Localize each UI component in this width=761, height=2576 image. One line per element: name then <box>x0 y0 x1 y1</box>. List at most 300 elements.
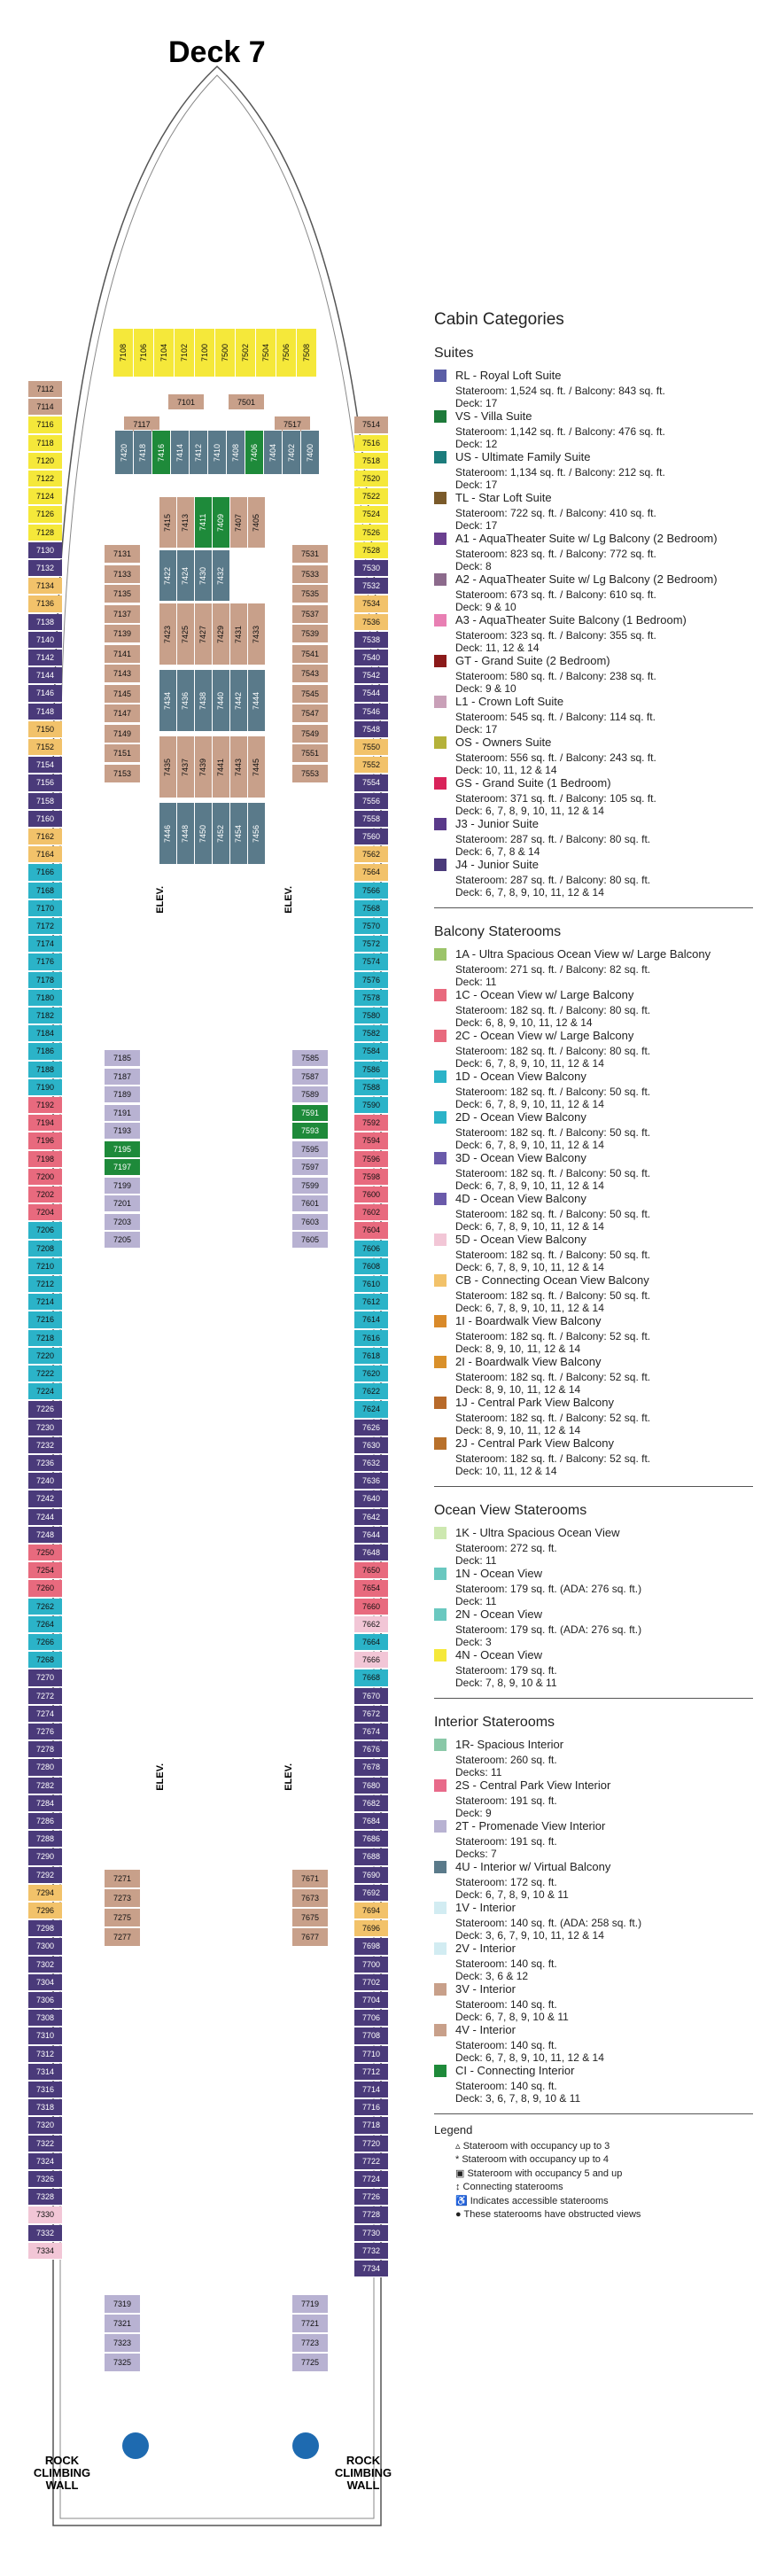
stateroom[interactable]: 7522 <box>354 488 388 505</box>
stateroom[interactable]: 7321 <box>105 2315 140 2333</box>
stateroom[interactable]: 7672 <box>354 1706 388 1723</box>
stateroom[interactable]: 7500 <box>215 328 235 377</box>
stateroom[interactable]: 7516 <box>354 435 388 452</box>
stateroom[interactable]: 7543 <box>292 665 328 683</box>
stateroom[interactable]: 7440 <box>213 669 229 731</box>
stateroom[interactable]: 7208 <box>28 1241 62 1257</box>
stateroom[interactable]: 7536 <box>354 614 388 631</box>
stateroom[interactable]: 7684 <box>354 1813 388 1830</box>
stateroom[interactable]: 7102 <box>175 328 194 377</box>
stateroom[interactable]: 7682 <box>354 1795 388 1812</box>
stateroom[interactable]: 7606 <box>354 1241 388 1257</box>
stateroom[interactable]: 7706 <box>354 2010 388 2027</box>
stateroom[interactable]: 7517 <box>275 416 310 432</box>
stateroom[interactable]: 7721 <box>292 2315 328 2333</box>
stateroom[interactable]: 7728 <box>354 2206 388 2223</box>
stateroom[interactable]: 7602 <box>354 1204 388 1221</box>
stateroom[interactable]: 7176 <box>28 953 62 970</box>
stateroom[interactable]: 7719 <box>292 2295 328 2314</box>
stateroom[interactable]: 7591 <box>292 1105 328 1122</box>
stateroom[interactable]: 7678 <box>354 1759 388 1776</box>
stateroom[interactable]: 7508 <box>297 328 316 377</box>
stateroom[interactable]: 7197 <box>105 1159 140 1176</box>
stateroom[interactable]: 7244 <box>28 1509 62 1526</box>
stateroom[interactable]: 7712 <box>354 2064 388 2081</box>
stateroom[interactable]: 7537 <box>292 605 328 624</box>
stateroom[interactable]: 7724 <box>354 2171 388 2188</box>
stateroom[interactable]: 7716 <box>354 2099 388 2116</box>
stateroom[interactable]: 7415 <box>159 496 176 548</box>
stateroom[interactable]: 7404 <box>264 430 282 474</box>
stateroom[interactable]: 7230 <box>28 1420 62 1436</box>
stateroom[interactable]: 7614 <box>354 1311 388 1328</box>
stateroom[interactable]: 7204 <box>28 1204 62 1221</box>
stateroom[interactable]: 7688 <box>354 1848 388 1865</box>
stateroom[interactable]: 7408 <box>227 430 245 474</box>
stateroom[interactable]: 7302 <box>28 1957 62 1973</box>
stateroom[interactable]: 7160 <box>28 811 62 828</box>
stateroom[interactable]: 7538 <box>354 632 388 649</box>
stateroom[interactable]: 7585 <box>292 1050 328 1067</box>
stateroom[interactable]: 7212 <box>28 1276 62 1293</box>
stateroom[interactable]: 7330 <box>28 2206 62 2223</box>
stateroom[interactable]: 7284 <box>28 1795 62 1812</box>
stateroom[interactable]: 7560 <box>354 829 388 845</box>
stateroom[interactable]: 7587 <box>292 1069 328 1086</box>
stateroom[interactable]: 7334 <box>28 2243 62 2260</box>
stateroom[interactable]: 7137 <box>105 605 140 624</box>
stateroom[interactable]: 7568 <box>354 900 388 917</box>
stateroom[interactable]: 7592 <box>354 1115 388 1132</box>
stateroom[interactable]: 7200 <box>28 1169 62 1186</box>
stateroom[interactable]: 7662 <box>354 1616 388 1633</box>
stateroom[interactable]: 7725 <box>292 2354 328 2372</box>
stateroom[interactable]: 7210 <box>28 1258 62 1275</box>
stateroom[interactable]: 7275 <box>105 1909 140 1927</box>
stateroom[interactable]: 7170 <box>28 900 62 917</box>
stateroom[interactable]: 7616 <box>354 1330 388 1347</box>
stateroom[interactable]: 7432 <box>213 549 229 601</box>
stateroom[interactable]: 7545 <box>292 685 328 704</box>
stateroom[interactable]: 7666 <box>354 1652 388 1669</box>
stateroom[interactable]: 7588 <box>354 1079 388 1096</box>
stateroom[interactable]: 7574 <box>354 953 388 970</box>
stateroom[interactable]: 7101 <box>168 394 204 410</box>
stateroom[interactable]: 7195 <box>105 1141 140 1158</box>
stateroom[interactable]: 7532 <box>354 578 388 595</box>
stateroom[interactable]: 7504 <box>256 328 276 377</box>
stateroom[interactable]: 7166 <box>28 864 62 881</box>
stateroom[interactable]: 7434 <box>159 669 176 731</box>
stateroom[interactable]: 7120 <box>28 453 62 470</box>
stateroom[interactable]: 7535 <box>292 585 328 603</box>
stateroom[interactable]: 7531 <box>292 545 328 564</box>
stateroom[interactable]: 7205 <box>105 1232 140 1249</box>
stateroom[interactable]: 7199 <box>105 1178 140 1195</box>
stateroom[interactable]: 7552 <box>354 757 388 774</box>
stateroom[interactable]: 7572 <box>354 936 388 953</box>
stateroom[interactable]: 7686 <box>354 1831 388 1848</box>
stateroom[interactable]: 7541 <box>292 645 328 664</box>
stateroom[interactable]: 7410 <box>208 430 226 474</box>
stateroom[interactable]: 7322 <box>28 2136 62 2152</box>
stateroom[interactable]: 7550 <box>354 739 388 756</box>
stateroom[interactable]: 7556 <box>354 793 388 810</box>
stateroom[interactable]: 7300 <box>28 1938 62 1955</box>
stateroom[interactable]: 7732 <box>354 2243 388 2260</box>
stateroom[interactable]: 7226 <box>28 1401 62 1418</box>
stateroom[interactable]: 7427 <box>195 603 212 665</box>
stateroom[interactable]: 7435 <box>159 735 176 798</box>
stateroom[interactable]: 7141 <box>105 645 140 664</box>
stateroom[interactable]: 7710 <box>354 2046 388 2063</box>
stateroom[interactable]: 7654 <box>354 1580 388 1597</box>
stateroom[interactable]: 7413 <box>177 496 194 548</box>
stateroom[interactable]: 7144 <box>28 667 62 684</box>
stateroom[interactable]: 7323 <box>105 2334 140 2353</box>
stateroom[interactable]: 7650 <box>354 1562 388 1579</box>
stateroom[interactable]: 7429 <box>213 603 229 665</box>
stateroom[interactable]: 7696 <box>354 1920 388 1937</box>
stateroom[interactable]: 7411 <box>195 496 212 548</box>
stateroom[interactable]: 7193 <box>105 1123 140 1140</box>
stateroom[interactable]: 7694 <box>354 1903 388 1919</box>
stateroom[interactable]: 7456 <box>248 802 265 864</box>
stateroom[interactable]: 7236 <box>28 1455 62 1472</box>
stateroom[interactable]: 7597 <box>292 1159 328 1176</box>
stateroom[interactable]: 7430 <box>195 549 212 601</box>
stateroom[interactable]: 7612 <box>354 1294 388 1311</box>
stateroom[interactable]: 7723 <box>292 2334 328 2353</box>
stateroom[interactable]: 7290 <box>28 1848 62 1865</box>
stateroom[interactable]: 7622 <box>354 1383 388 1400</box>
stateroom[interactable]: 7260 <box>28 1580 62 1597</box>
stateroom[interactable]: 7282 <box>28 1778 62 1794</box>
stateroom[interactable]: 7578 <box>354 990 388 1007</box>
stateroom[interactable]: 7151 <box>105 744 140 763</box>
stateroom[interactable]: 7153 <box>105 765 140 783</box>
stateroom[interactable]: 7116 <box>28 416 62 433</box>
stateroom[interactable]: 7442 <box>230 669 247 731</box>
stateroom[interactable]: 7599 <box>292 1178 328 1195</box>
stateroom[interactable]: 7332 <box>28 2225 62 2242</box>
stateroom[interactable]: 7184 <box>28 1025 62 1042</box>
stateroom[interactable]: 7570 <box>354 918 388 935</box>
stateroom[interactable]: 7406 <box>245 430 263 474</box>
stateroom[interactable]: 7416 <box>152 430 170 474</box>
stateroom[interactable]: 7271 <box>105 1870 140 1888</box>
stateroom[interactable]: 7526 <box>354 525 388 541</box>
stateroom[interactable]: 7188 <box>28 1062 62 1078</box>
stateroom[interactable]: 7407 <box>230 496 247 548</box>
stateroom[interactable]: 7502 <box>236 328 255 377</box>
stateroom[interactable]: 7660 <box>354 1599 388 1615</box>
stateroom[interactable]: 7714 <box>354 2082 388 2098</box>
stateroom[interactable]: 7603 <box>292 1214 328 1231</box>
stateroom[interactable]: 7438 <box>195 669 212 731</box>
stateroom[interactable]: 7576 <box>354 972 388 989</box>
stateroom[interactable]: 7118 <box>28 435 62 452</box>
stateroom[interactable]: 7112 <box>28 381 62 398</box>
stateroom[interactable]: 7690 <box>354 1867 388 1884</box>
stateroom[interactable]: 7418 <box>134 430 151 474</box>
stateroom[interactable]: 7605 <box>292 1232 328 1249</box>
stateroom[interactable]: 7700 <box>354 1957 388 1973</box>
stateroom[interactable]: 7220 <box>28 1348 62 1365</box>
stateroom[interactable]: 7734 <box>354 2261 388 2277</box>
stateroom[interactable]: 7168 <box>28 883 62 899</box>
stateroom[interactable]: 7553 <box>292 765 328 783</box>
stateroom[interactable]: 7149 <box>105 725 140 743</box>
stateroom[interactable]: 7580 <box>354 1008 388 1024</box>
stateroom[interactable]: 7134 <box>28 578 62 595</box>
stateroom[interactable]: 7189 <box>105 1086 140 1103</box>
stateroom[interactable]: 7158 <box>28 793 62 810</box>
stateroom[interactable]: 7518 <box>354 453 388 470</box>
stateroom[interactable]: 7294 <box>28 1885 62 1902</box>
stateroom[interactable]: 7530 <box>354 560 388 577</box>
stateroom[interactable]: 7145 <box>105 685 140 704</box>
stateroom[interactable]: 7248 <box>28 1527 62 1544</box>
stateroom[interactable]: 7722 <box>354 2153 388 2170</box>
stateroom[interactable]: 7520 <box>354 471 388 487</box>
stateroom[interactable]: 7436 <box>177 669 194 731</box>
stateroom[interactable]: 7437 <box>177 735 194 798</box>
stateroom[interactable]: 7318 <box>28 2099 62 2116</box>
stateroom[interactable]: 7608 <box>354 1258 388 1275</box>
stateroom[interactable]: 7443 <box>230 735 247 798</box>
stateroom[interactable]: 7266 <box>28 1634 62 1651</box>
stateroom[interactable]: 7642 <box>354 1509 388 1526</box>
stateroom[interactable]: 7548 <box>354 721 388 738</box>
stateroom[interactable]: 7135 <box>105 585 140 603</box>
stateroom[interactable]: 7242 <box>28 1490 62 1507</box>
stateroom[interactable]: 7298 <box>28 1920 62 1937</box>
stateroom[interactable]: 7319 <box>105 2295 140 2314</box>
stateroom[interactable]: 7136 <box>28 595 62 612</box>
stateroom[interactable]: 7674 <box>354 1724 388 1740</box>
stateroom[interactable]: 7191 <box>105 1105 140 1122</box>
stateroom[interactable]: 7154 <box>28 757 62 774</box>
stateroom[interactable]: 7644 <box>354 1527 388 1544</box>
stateroom[interactable]: 7314 <box>28 2064 62 2081</box>
stateroom[interactable]: 7586 <box>354 1062 388 1078</box>
stateroom[interactable]: 7286 <box>28 1813 62 1830</box>
stateroom[interactable]: 7412 <box>190 430 207 474</box>
stateroom[interactable]: 7601 <box>292 1195 328 1212</box>
stateroom[interactable]: 7152 <box>28 739 62 756</box>
stateroom[interactable]: 7594 <box>354 1132 388 1149</box>
stateroom[interactable]: 7624 <box>354 1401 388 1418</box>
stateroom[interactable]: 7272 <box>28 1688 62 1705</box>
stateroom[interactable]: 7454 <box>230 802 247 864</box>
stateroom[interactable]: 7441 <box>213 735 229 798</box>
stateroom[interactable]: 7677 <box>292 1928 328 1947</box>
stateroom[interactable]: 7268 <box>28 1652 62 1669</box>
stateroom[interactable]: 7273 <box>105 1889 140 1908</box>
stateroom[interactable]: 7626 <box>354 1420 388 1436</box>
stateroom[interactable]: 7122 <box>28 471 62 487</box>
stateroom[interactable]: 7648 <box>354 1545 388 1561</box>
stateroom[interactable]: 7328 <box>28 2189 62 2206</box>
stateroom[interactable]: 7140 <box>28 632 62 649</box>
stateroom[interactable]: 7636 <box>354 1473 388 1490</box>
stateroom[interactable]: 7206 <box>28 1222 62 1239</box>
stateroom[interactable]: 7218 <box>28 1330 62 1347</box>
stateroom[interactable]: 7117 <box>124 416 159 432</box>
stateroom[interactable]: 7216 <box>28 1311 62 1328</box>
stateroom[interactable]: 7558 <box>354 811 388 828</box>
stateroom[interactable]: 7514 <box>354 416 388 433</box>
stateroom[interactable]: 7130 <box>28 542 62 559</box>
stateroom[interactable]: 7702 <box>354 1974 388 1991</box>
stateroom[interactable]: 7422 <box>159 549 176 601</box>
stateroom[interactable]: 7600 <box>354 1187 388 1203</box>
stateroom[interactable]: 7326 <box>28 2171 62 2188</box>
stateroom[interactable]: 7262 <box>28 1599 62 1615</box>
stateroom[interactable]: 7539 <box>292 625 328 643</box>
stateroom[interactable]: 7704 <box>354 1992 388 2009</box>
stateroom[interactable]: 7185 <box>105 1050 140 1067</box>
stateroom[interactable]: 7214 <box>28 1294 62 1311</box>
stateroom[interactable]: 7562 <box>354 846 388 863</box>
stateroom[interactable]: 7146 <box>28 685 62 702</box>
stateroom[interactable]: 7304 <box>28 1974 62 1991</box>
stateroom[interactable]: 7431 <box>230 603 247 665</box>
stateroom[interactable]: 7320 <box>28 2117 62 2134</box>
stateroom[interactable]: 7546 <box>354 704 388 720</box>
stateroom[interactable]: 7222 <box>28 1366 62 1382</box>
stateroom[interactable]: 7584 <box>354 1043 388 1060</box>
stateroom[interactable]: 7264 <box>28 1616 62 1633</box>
stateroom[interactable]: 7187 <box>105 1069 140 1086</box>
stateroom[interactable]: 7668 <box>354 1669 388 1686</box>
stateroom[interactable]: 7180 <box>28 990 62 1007</box>
stateroom[interactable]: 7446 <box>159 802 176 864</box>
stateroom[interactable]: 7150 <box>28 721 62 738</box>
stateroom[interactable]: 7278 <box>28 1741 62 1758</box>
stateroom[interactable]: 7506 <box>276 328 296 377</box>
stateroom[interactable]: 7143 <box>105 665 140 683</box>
stateroom[interactable]: 7203 <box>105 1214 140 1231</box>
stateroom[interactable]: 7133 <box>105 565 140 584</box>
stateroom[interactable]: 7620 <box>354 1366 388 1382</box>
stateroom[interactable]: 7164 <box>28 846 62 863</box>
stateroom[interactable]: 7692 <box>354 1885 388 1902</box>
stateroom[interactable]: 7618 <box>354 1348 388 1365</box>
stateroom[interactable]: 7240 <box>28 1473 62 1490</box>
stateroom[interactable]: 7610 <box>354 1276 388 1293</box>
stateroom[interactable]: 7400 <box>301 430 319 474</box>
stateroom[interactable]: 7108 <box>113 328 133 377</box>
stateroom[interactable]: 7675 <box>292 1909 328 1927</box>
stateroom[interactable]: 7296 <box>28 1903 62 1919</box>
stateroom[interactable]: 7670 <box>354 1688 388 1705</box>
stateroom[interactable]: 7664 <box>354 1634 388 1651</box>
stateroom[interactable]: 7190 <box>28 1079 62 1096</box>
stateroom[interactable]: 7549 <box>292 725 328 743</box>
stateroom[interactable]: 7148 <box>28 704 62 720</box>
stateroom[interactable]: 7274 <box>28 1706 62 1723</box>
stateroom[interactable]: 7673 <box>292 1889 328 1908</box>
stateroom[interactable]: 7589 <box>292 1086 328 1103</box>
stateroom[interactable]: 7414 <box>171 430 189 474</box>
stateroom[interactable]: 7680 <box>354 1778 388 1794</box>
stateroom[interactable]: 7708 <box>354 2027 388 2044</box>
stateroom[interactable]: 7501 <box>229 394 264 410</box>
stateroom[interactable]: 7554 <box>354 774 388 791</box>
stateroom[interactable]: 7596 <box>354 1151 388 1168</box>
stateroom[interactable]: 7131 <box>105 545 140 564</box>
stateroom[interactable]: 7676 <box>354 1741 388 1758</box>
stateroom[interactable]: 7444 <box>248 669 265 731</box>
stateroom[interactable]: 7671 <box>292 1870 328 1888</box>
stateroom[interactable]: 7132 <box>28 560 62 577</box>
stateroom[interactable]: 7100 <box>195 328 214 377</box>
stateroom[interactable]: 7280 <box>28 1759 62 1776</box>
stateroom[interactable]: 7544 <box>354 685 388 702</box>
stateroom[interactable]: 7423 <box>159 603 176 665</box>
stateroom[interactable]: 7402 <box>283 430 300 474</box>
stateroom[interactable]: 7202 <box>28 1187 62 1203</box>
stateroom[interactable]: 7162 <box>28 829 62 845</box>
stateroom[interactable]: 7270 <box>28 1669 62 1686</box>
stateroom[interactable]: 7540 <box>354 650 388 666</box>
stateroom[interactable]: 7445 <box>248 735 265 798</box>
stateroom[interactable]: 7198 <box>28 1151 62 1168</box>
stateroom[interactable]: 7172 <box>28 918 62 935</box>
stateroom[interactable]: 7604 <box>354 1222 388 1239</box>
stateroom[interactable]: 7425 <box>177 603 194 665</box>
stateroom[interactable]: 7156 <box>28 774 62 791</box>
stateroom[interactable]: 7542 <box>354 667 388 684</box>
stateroom[interactable]: 7192 <box>28 1097 62 1114</box>
stateroom[interactable]: 7186 <box>28 1043 62 1060</box>
stateroom[interactable]: 7698 <box>354 1938 388 1955</box>
stateroom[interactable]: 7310 <box>28 2027 62 2044</box>
stateroom[interactable]: 7420 <box>115 430 133 474</box>
stateroom[interactable]: 7718 <box>354 2117 388 2134</box>
stateroom[interactable]: 7316 <box>28 2082 62 2098</box>
stateroom[interactable]: 7566 <box>354 883 388 899</box>
stateroom[interactable]: 7524 <box>354 506 388 523</box>
stateroom[interactable]: 7640 <box>354 1490 388 1507</box>
stateroom[interactable]: 7726 <box>354 2189 388 2206</box>
stateroom[interactable]: 7142 <box>28 650 62 666</box>
stateroom[interactable]: 7124 <box>28 488 62 505</box>
stateroom[interactable]: 7254 <box>28 1562 62 1579</box>
stateroom[interactable]: 7276 <box>28 1724 62 1740</box>
stateroom[interactable]: 7138 <box>28 614 62 631</box>
stateroom[interactable]: 7632 <box>354 1455 388 1472</box>
stateroom[interactable]: 7593 <box>292 1123 328 1140</box>
stateroom[interactable]: 7595 <box>292 1141 328 1158</box>
stateroom[interactable]: 7325 <box>105 2354 140 2372</box>
stateroom[interactable]: 7450 <box>195 802 212 864</box>
stateroom[interactable]: 7590 <box>354 1097 388 1114</box>
stateroom[interactable]: 7324 <box>28 2153 62 2170</box>
stateroom[interactable]: 7292 <box>28 1867 62 1884</box>
stateroom[interactable]: 7277 <box>105 1928 140 1947</box>
stateroom[interactable]: 7126 <box>28 506 62 523</box>
stateroom[interactable]: 7250 <box>28 1545 62 1561</box>
stateroom[interactable]: 7196 <box>28 1132 62 1149</box>
stateroom[interactable]: 7424 <box>177 549 194 601</box>
stateroom[interactable]: 7547 <box>292 704 328 723</box>
stateroom[interactable]: 7106 <box>134 328 153 377</box>
stateroom[interactable]: 7306 <box>28 1992 62 2009</box>
stateroom[interactable]: 7405 <box>248 496 265 548</box>
